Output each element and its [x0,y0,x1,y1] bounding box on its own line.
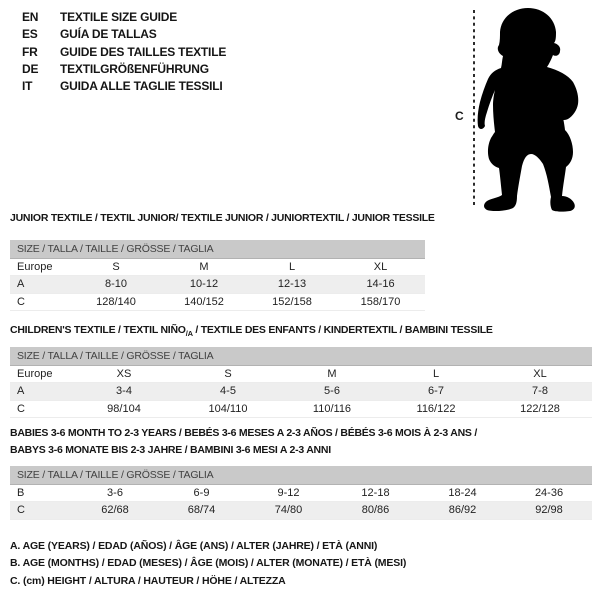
value-cell: 116/122 [384,400,488,418]
baby-silhouette [478,8,579,212]
row-label-cell: C [10,293,72,311]
value-cell: L [248,258,336,276]
value-cell: 24-36 [506,484,592,502]
value-cell: 4-5 [176,383,280,401]
value-cell: 140/152 [160,293,248,311]
row-label-cell: Europe [10,365,72,383]
value-cell: XL [488,365,592,383]
legend-row-it [22,78,226,95]
note-height: C. (cm) HEIGHT / ALTURA / HAUTEUR / HÖHE / ALTEZZA [10,574,286,587]
table-row [10,400,592,418]
value-cell: 6-7 [384,383,488,401]
row-label-cell: A [10,276,72,294]
value-cell: 86/92 [419,502,506,520]
table-row [10,258,425,276]
legend-row-es [22,26,226,43]
value-cell: S [72,258,160,276]
size-header-label: SIZE / TALLA / TAILLE / GRÖSSE / TAGLIA [10,466,592,484]
title-line-2: BABYS 3-6 MONATE BIS 2-3 JAHRE / BAMBINI 3-6 MESI A 2-3 ANNI [10,443,331,456]
value-cell: 18-24 [419,484,506,502]
size-header-label: SIZE / TALLA / TAILLE / GRÖSSE / TAGLIA [10,347,592,365]
table-row [10,502,592,520]
value-cell: XS [72,365,176,383]
value-cell: 104/110 [176,400,280,418]
table-row [10,276,425,294]
table-row [10,484,592,502]
title-subscript: /A [185,329,193,339]
value-cell: 98/104 [72,400,176,418]
value-cell: 9-12 [245,484,332,502]
childrens-size-table [10,347,592,418]
value-cell: 122/128 [488,400,592,418]
value-cell: S [176,365,280,383]
junior-size-table [10,240,425,311]
legend-row-en [22,9,226,26]
value-cell: XL [336,258,425,276]
value-cell: 12-18 [332,484,419,502]
value-cell: 10-12 [160,276,248,294]
title-text: CHILDREN'S TEXTILE / TEXTIL NIÑO [10,324,186,336]
measurement-notes [10,538,406,590]
row-label-cell: A [10,383,72,401]
baby-silhouette-figure [455,2,600,214]
legend-label: TEXTILE SIZE GUIDE [60,10,178,24]
value-cell: 14-16 [336,276,425,294]
row-label-cell: B [10,484,72,502]
childrens-table-title [10,324,493,338]
babies-size-table [10,466,592,520]
language-code: EN [22,10,39,24]
value-cell: 80/86 [332,502,419,520]
note-age-months: B. AGE (MONTHS) / EDAD (MESES) / ÂGE (MOIS) / ALTER (MONATE) / ETÀ (MESI) [10,557,407,570]
babies-table-title [10,425,477,458]
value-cell: 74/80 [245,502,332,520]
language-legend [22,9,226,95]
height-measure-label: C [455,109,464,123]
value-cell: 12-13 [248,276,336,294]
value-cell: 6-9 [158,484,245,502]
title-line-1: BABIES 3-6 MONTH TO 2-3 YEARS / BEBÉS 3-6 MESES A 2-3 AÑOS / BÉBÉS 3-6 MOIS À 2-3 ANS / [10,427,478,439]
size-header-label: SIZE / TALLA / TAILLE / GRÖSSE / TAGLIA [10,240,425,258]
value-cell: 3-6 [72,484,158,502]
table-row [10,383,592,401]
value-cell: M [160,258,248,276]
legend-row-de [22,61,226,78]
value-cell: 158/170 [336,293,425,311]
legend-row-fr [22,44,226,61]
legend-label: GUIDA ALLE TAGLIE TESSILI [60,79,223,94]
value-cell: 3-4 [72,383,176,401]
size-header-row [10,466,592,484]
table-row [10,293,425,311]
title-text: / TEXTILE DES ENFANTS / KINDERTEXTIL / BAMBINI TESSILE [192,324,493,336]
value-cell: 152/158 [248,293,336,311]
size-header-row [10,347,592,365]
legend-label: TEXTILGRÖßENFÜHRUNG [60,61,209,76]
language-code: DE [22,61,39,76]
value-cell: L [384,365,488,383]
value-cell: M [280,365,384,383]
row-label-cell: C [10,400,72,418]
language-code: IT [22,79,33,94]
junior-table-title: JUNIOR TEXTILE / TEXTIL JUNIOR/ TEXTILE JUNIOR / JUNIORTEXTIL / JUNIOR TESSILE [10,212,435,224]
legend-label: GUIDE DES TAILLES TEXTILE [60,44,227,59]
value-cell: 92/98 [506,502,592,520]
value-cell: 8-10 [72,276,160,294]
value-cell: 5-6 [280,383,384,401]
value-cell: 62/68 [72,502,158,520]
size-header-row [10,240,425,258]
language-code: ES [22,27,38,42]
value-cell: 7-8 [488,383,592,401]
value-cell: 68/74 [158,502,245,520]
row-label-cell: C [10,502,72,520]
legend-label: GUÍA DE TALLAS [60,27,157,42]
value-cell: 110/116 [280,400,384,418]
language-code: FR [22,44,38,59]
note-age-years: A. AGE (YEARS) / EDAD (AÑOS) / ÂGE (ANS) / ALTER (JAHRE) / ETÀ (ANNI) [10,540,378,552]
row-label-cell: Europe [10,258,72,276]
table-row [10,365,592,383]
value-cell: 128/140 [72,293,160,311]
